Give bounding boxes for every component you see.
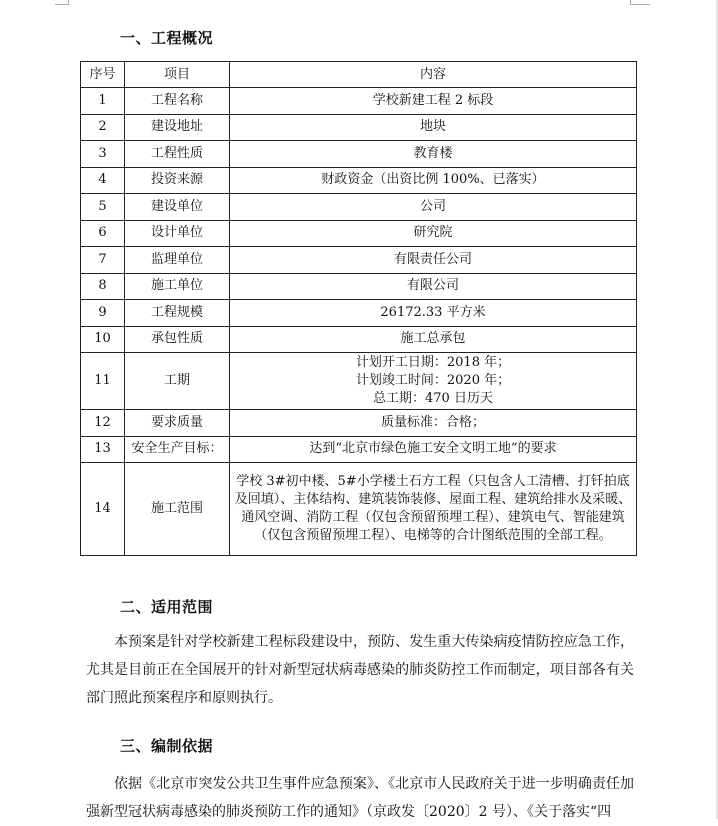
- crop-mark-right-horizontal: [630, 4, 650, 5]
- row-content: 质量标准：合格；: [230, 410, 637, 437]
- row-content: 有限责任公司: [230, 247, 637, 274]
- row-content: 施工总承包: [230, 326, 637, 353]
- row-item: 施工单位: [125, 273, 230, 300]
- row-item: 承包性质: [125, 326, 230, 353]
- row-item: 工程性质: [125, 141, 230, 168]
- row-number: 12: [81, 410, 125, 437]
- row-item: 投资来源: [125, 167, 230, 194]
- row-number: 10: [81, 326, 125, 353]
- row-content: 教育楼: [230, 141, 637, 168]
- table-row: [81, 410, 637, 437]
- section-heading-basis: 三、编制依据: [120, 737, 214, 755]
- row-number: 5: [81, 194, 125, 221]
- row-number: 1: [81, 88, 125, 115]
- table-row: [81, 220, 637, 247]
- row-content: 达到“北京市绿色施工安全文明工地”的要求: [230, 436, 637, 463]
- row-content: 地块: [230, 114, 637, 141]
- row-content: 财政资金（出资比例 100%、已落实）: [230, 167, 637, 194]
- row-number: 11: [81, 353, 125, 410]
- row-number: 6: [81, 220, 125, 247]
- construction-scope-content: 学校 3#初中楼、5#小学楼土石方工程（只包含人工清槽、打钎拍底及回填）、主体结构、建筑装饰装修、屋面工程、建筑给排水及采暖、通风空调、消防工程（仅包含预留预埋工程）、建筑电气、智能建筑（仅包含预留预埋工程）、电梯等的合计图纸范围的全部工程。: [230, 463, 637, 556]
- row-item: 建设地址: [125, 114, 230, 141]
- table-row: [81, 194, 637, 221]
- row-content: 有限公司: [230, 273, 637, 300]
- table-header-row: [81, 62, 637, 88]
- project-overview-table: [80, 61, 637, 556]
- basis-paragraph: 依据《北京市突发公共卫生事件应急预案》、《北京市人民政府关于进一步明确责任加强新型冠状病毒感染的肺炎预防工作的通知》（京政发〔2020〕2 号）、《关于落实“四: [86, 776, 634, 820]
- row-item: 施工范围: [125, 463, 230, 556]
- section-heading-scope: 二、适用范围: [120, 598, 214, 616]
- table-row: [81, 463, 637, 556]
- row-item: 工期: [125, 353, 230, 410]
- row-number: 7: [81, 247, 125, 274]
- row-number: 4: [81, 167, 125, 194]
- scope-paragraph: 本预案是针对学校新建工程标段建设中，预防、发生重大传染病疫情防控应急工作，尤其是目前正在全国展开的针对新型冠状病毒感染的肺炎防控工作而制定，项目部各有关部门照此预案程序和原则执行。: [86, 634, 634, 706]
- column-header-content: 内容: [230, 62, 637, 88]
- row-content: 公司: [230, 194, 637, 221]
- row-content: 学校新建工程 2 标段: [230, 88, 637, 115]
- column-header-number: 序号: [81, 62, 125, 88]
- row-item: 建设单位: [125, 194, 230, 221]
- schedule-cell: [230, 353, 637, 410]
- row-number: 9: [81, 300, 125, 327]
- row-content: 26172.33 平方米: [230, 300, 637, 327]
- crop-mark-left-horizontal: [55, 4, 69, 5]
- row-item: 安全生产目标：: [125, 436, 230, 463]
- row-item: 要求质量: [125, 410, 230, 437]
- row-number: 14: [81, 463, 125, 556]
- table-row: [81, 247, 637, 274]
- table-row: [81, 300, 637, 327]
- table-row: [81, 88, 637, 115]
- table-row: [81, 436, 637, 463]
- row-number: 13: [81, 436, 125, 463]
- row-item: 监理单位: [125, 247, 230, 274]
- table-row: [81, 326, 637, 353]
- row-number: 8: [81, 273, 125, 300]
- table-row: [81, 114, 637, 141]
- table-row: [81, 167, 637, 194]
- row-item: 工程规模: [125, 300, 230, 327]
- table-row: [81, 353, 637, 410]
- table-row: [81, 141, 637, 168]
- table-row: [81, 273, 637, 300]
- column-header-item: 项目: [125, 62, 230, 88]
- row-content: 研究院: [230, 220, 637, 247]
- row-number: 3: [81, 141, 125, 168]
- row-number: 2: [81, 114, 125, 141]
- row-item: 工程名称: [125, 88, 230, 115]
- row-item: 设计单位: [125, 220, 230, 247]
- total-duration: 总工期：470 日历天: [373, 391, 493, 406]
- planned-completion-date: 计划竣工时间：2020 年；: [355, 373, 511, 388]
- planned-start-date: 计划开工日期：2018 年；: [355, 355, 511, 370]
- section-heading-overview: 一、工程概况: [120, 29, 214, 47]
